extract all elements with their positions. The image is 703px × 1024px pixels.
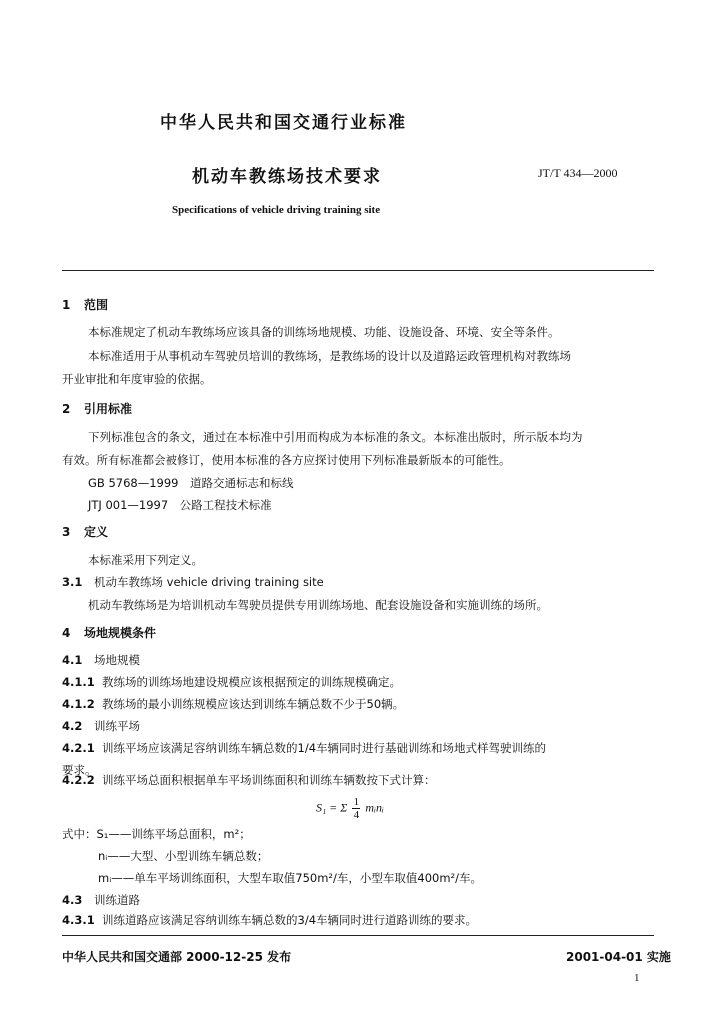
reference-jtj001: JTJ 001—1997 公路工程技术标准 — [88, 498, 272, 512]
clause-number: 4.3.1 — [62, 913, 95, 927]
clause-text: 教练场的最小训练规模应该达到训练车辆总数不少于50辆。 — [102, 697, 405, 711]
section-number: 2 — [62, 402, 71, 416]
clause-3-1-text: 机动车教练场是为培训机动车驾驶员提供专用训练场地、配套设施设备和实施训练的场所。 — [88, 598, 548, 612]
standard-category-heading: 中华人民共和国交通行业标准 — [160, 113, 407, 133]
top-divider — [62, 270, 654, 271]
clause-4-3-1 — [62, 912, 477, 928]
clause-title: 机动车教练场 vehicle driving training site — [94, 575, 324, 589]
clause-number: 4.2.1 — [62, 741, 95, 755]
clause-4-2-1-line-2: 要求。 — [62, 763, 97, 777]
section-title: 场地规模条件 — [84, 626, 157, 640]
clause-4-2-heading — [62, 718, 140, 734]
clause-4-1-2 — [62, 696, 404, 712]
section-2-paragraph-line-1: 下列标准包含的条文，通过在本标准中引用而构成为本标准的条文。本标准出版时，所示版本均为 — [88, 430, 583, 444]
formula-fraction — [352, 796, 360, 821]
section-title: 范围 — [84, 298, 109, 312]
clause-text: 训练道路应该满足容纳训练车辆总数的3/4车辆同时进行道路训练的要求。 — [102, 913, 478, 927]
clause-number: 4.2.2 — [62, 773, 95, 787]
page-number: 1 — [634, 972, 640, 984]
clause-number: 4.3 — [62, 893, 83, 907]
area-formula — [316, 796, 384, 821]
clause-number: 4.1.2 — [62, 697, 95, 711]
formula-rhs: mᵢnᵢ — [365, 800, 384, 815]
clause-text: 训练平场应该满足容纳训练车辆总数的1/4车辆同时进行基础训练和场地式样驾驶训练的 — [102, 741, 547, 755]
clause-number: 3.1 — [62, 575, 83, 589]
section-1-heading — [62, 296, 108, 313]
english-title: Specifications of vehicle driving training site — [172, 204, 381, 216]
clause-4-2-2 — [62, 772, 436, 788]
section-1-paragraph-2-line-1: 本标准适用于从事机动车驾驶员培训的教练场，是教练场的设计以及道路运政管理机构对教练场 — [88, 349, 571, 363]
section-4-heading — [62, 624, 156, 641]
formula-numerator: 1 — [353, 796, 360, 808]
clause-title: 场地规模 — [94, 653, 140, 667]
section-3-paragraph: 本标准采用下列定义。 — [88, 553, 203, 567]
document-title: 机动车教练场技术要求 — [192, 167, 382, 187]
where-line-2: nᵢ——大型、小型训练车辆总数； — [98, 849, 269, 863]
section-number: 3 — [62, 525, 71, 539]
section-number: 1 — [62, 298, 71, 312]
clause-4-1-heading — [62, 652, 140, 668]
clause-text: 教练场的训练场地建设规模应该根据预定的训练规模确定。 — [102, 675, 401, 689]
section-2-heading — [62, 400, 132, 417]
where-line-1 — [62, 826, 251, 842]
clause-3-1-heading — [62, 574, 324, 590]
clause-4-2-1-line-1 — [62, 740, 546, 756]
clause-title: 训练平场 — [94, 719, 140, 733]
clause-number: 4.2 — [62, 719, 83, 733]
clause-number: 4.1 — [62, 653, 83, 667]
clause-title: 训练道路 — [94, 893, 140, 907]
section-title: 引用标准 — [84, 402, 133, 416]
where-line-3: mᵢ——单车平场训练面积，大型车取值750m²/车，小型车取值400m²/车。 — [98, 871, 483, 885]
section-2-paragraph-line-2: 有效。所有标准都会被修订，使用本标准的各方应探讨使用下列标准最新版本的可能性。 — [62, 453, 511, 467]
formula-denominator: 4 — [353, 809, 360, 821]
section-1-paragraph-1: 本标准规定了机动车教练场应该具备的训练场地规模、功能、设施设备、环境、安全等条件。 — [88, 325, 560, 339]
bottom-divider — [62, 935, 654, 936]
section-number: 4 — [62, 626, 71, 640]
where-label: 式中： — [62, 827, 97, 841]
where-s1: S₁——训练平场总面积，m²； — [96, 827, 251, 841]
reference-gb5768: GB 5768—1999 道路交通标志和标线 — [88, 476, 294, 490]
issue-statement: 中华人民共和国交通部 2000-12-25 发布 — [62, 950, 292, 964]
section-1-paragraph-2-line-2: 开业审批和年度审验的依据。 — [62, 372, 212, 386]
clause-4-3-heading — [62, 892, 140, 908]
section-3-heading — [62, 523, 108, 540]
clause-4-1-1 — [62, 674, 401, 690]
clause-text: 训练平场总面积根据单车平场训练面积和训练车辆数按下式计算： — [102, 773, 436, 787]
standard-code: JT/T 434—2000 — [538, 166, 618, 180]
formula-lhs: S₁ = Σ — [316, 800, 348, 815]
clause-number: 4.1.1 — [62, 675, 95, 689]
section-title: 定义 — [84, 525, 109, 539]
effective-date: 2001-04-01 实施 — [566, 950, 671, 964]
